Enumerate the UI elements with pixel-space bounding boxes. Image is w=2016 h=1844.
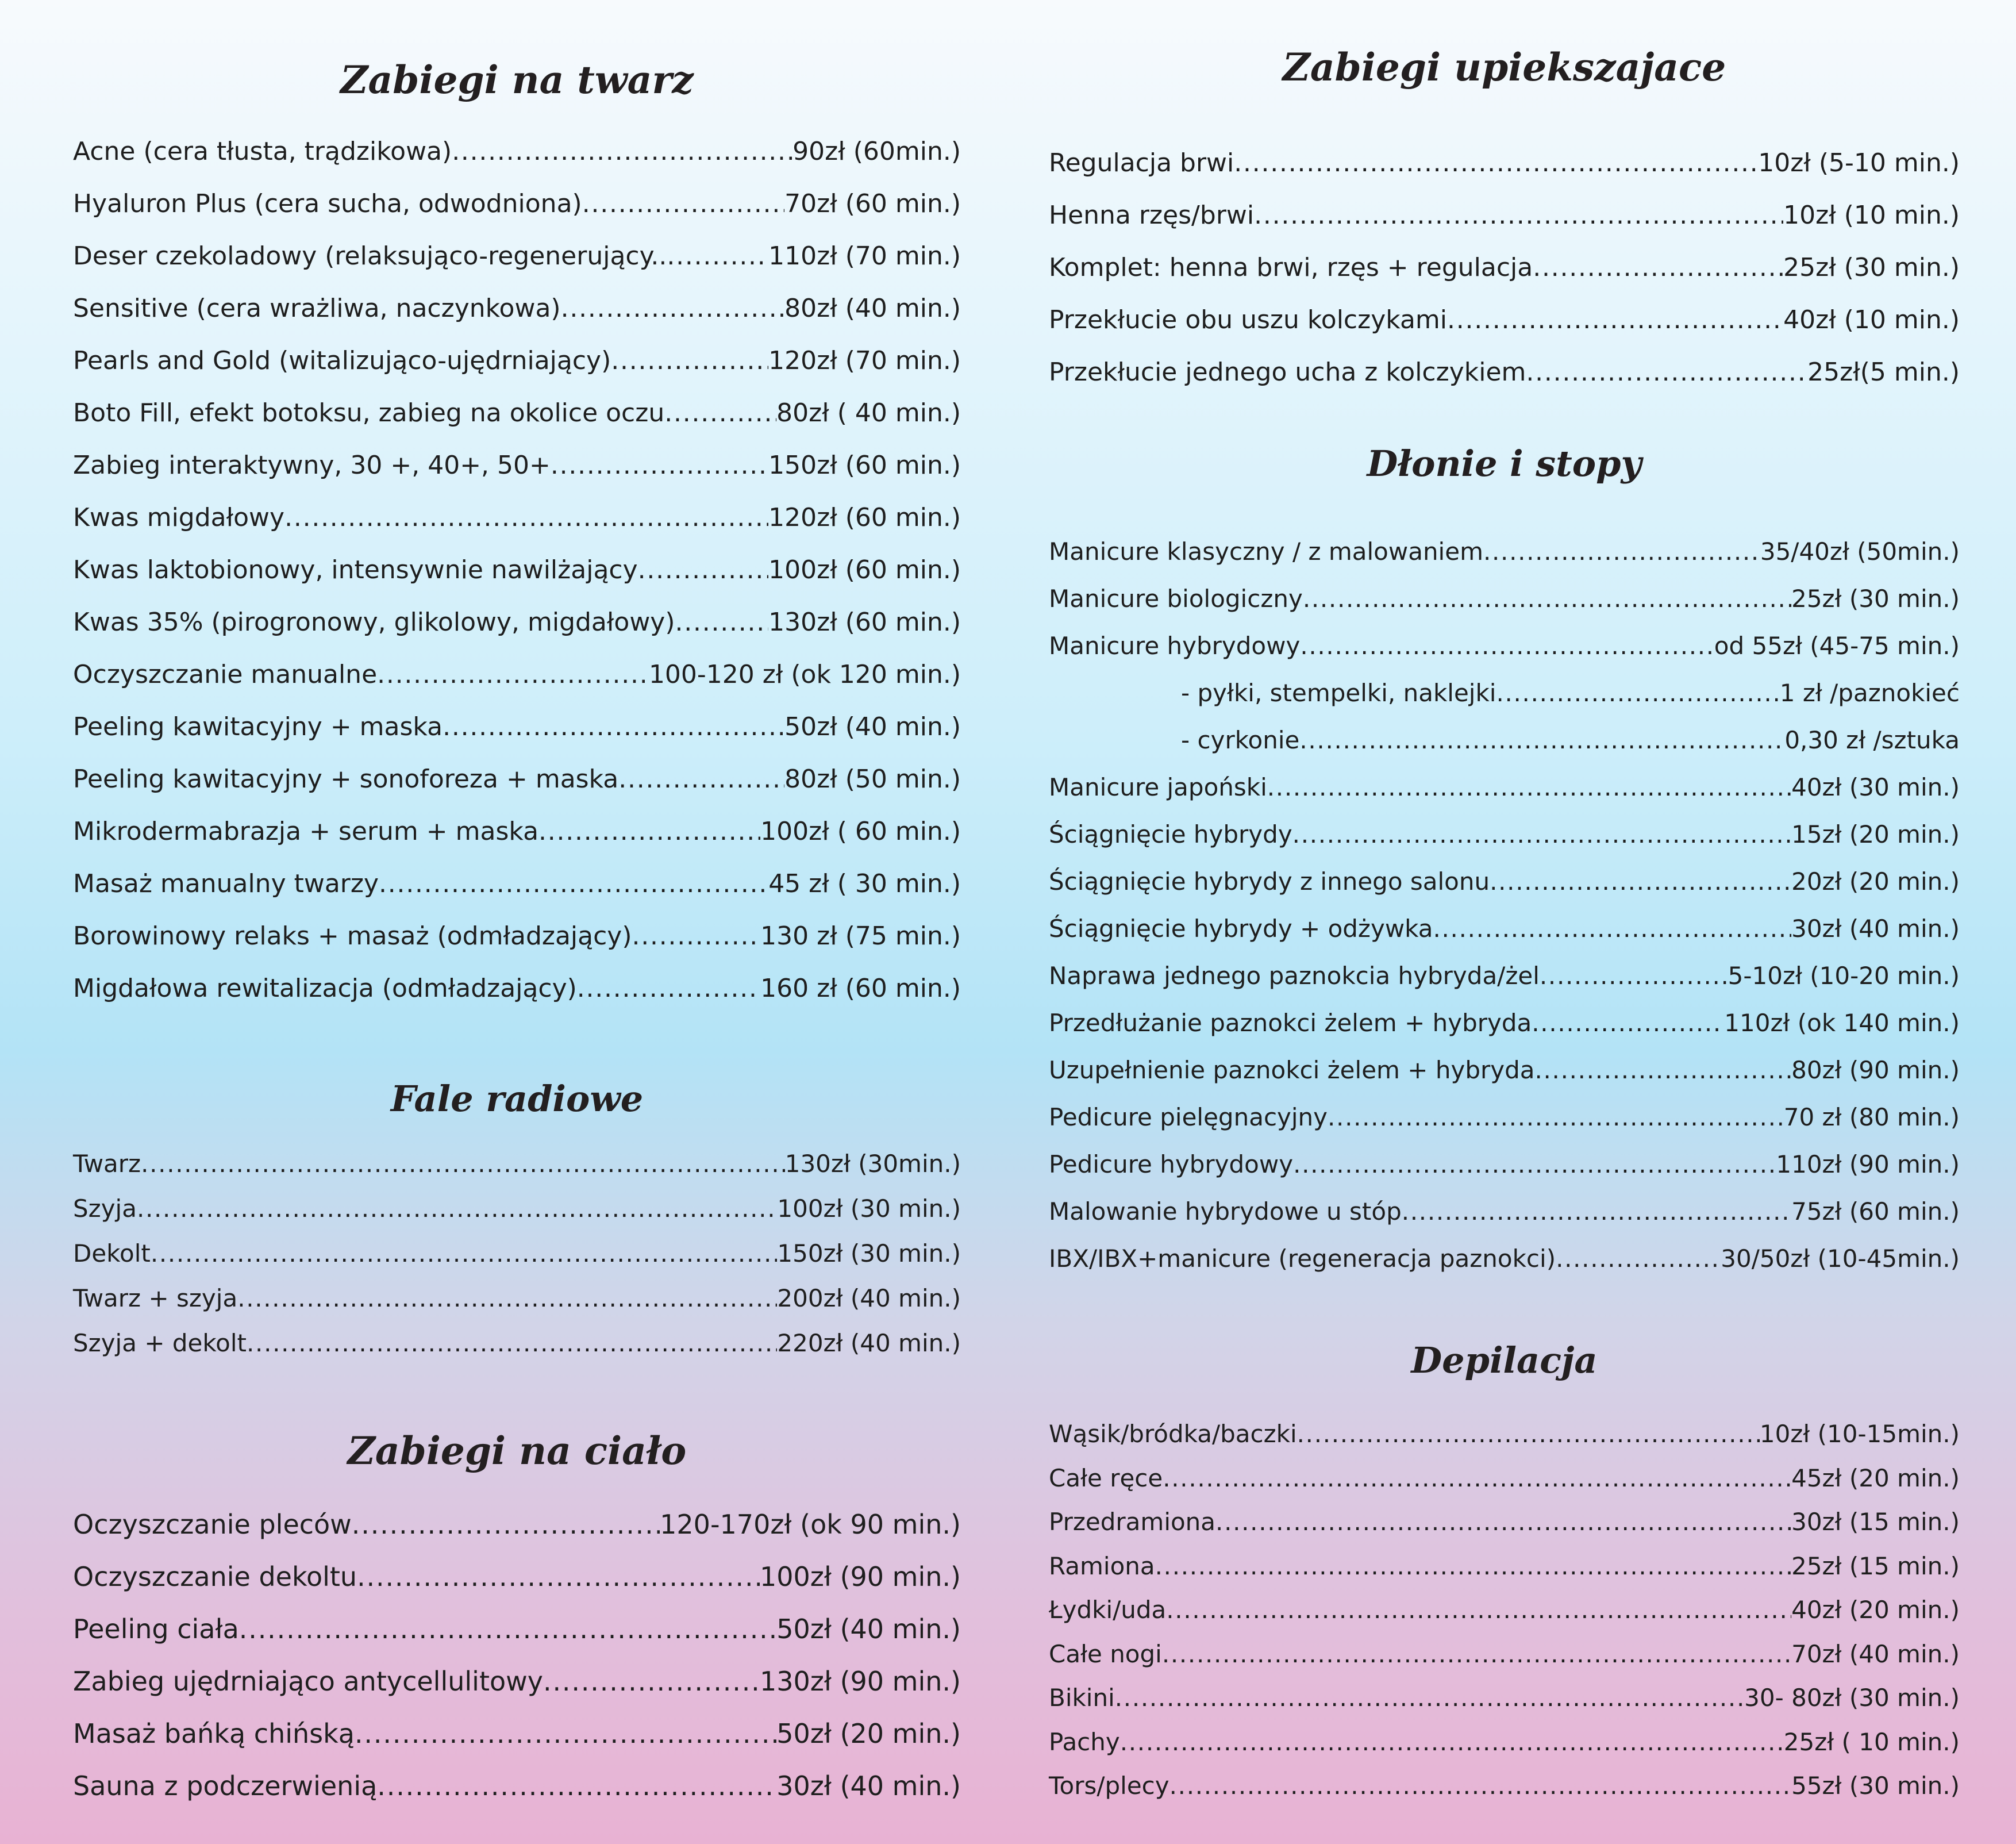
price-list-item bbox=[73, 1666, 961, 1697]
section-title: Dłonie i stopy bbox=[1367, 443, 1642, 485]
price-list-item bbox=[73, 1194, 961, 1223]
price-list-item bbox=[73, 451, 961, 480]
dot-leader bbox=[379, 869, 768, 898]
service-price: 40zł (20 min.) bbox=[1791, 1596, 1960, 1624]
dot-leader bbox=[1215, 1508, 1791, 1536]
dot-leader bbox=[1328, 1103, 1784, 1131]
dot-leader bbox=[377, 1770, 776, 1801]
service-name: Acne (cera tłusta, trądzikowa) bbox=[73, 137, 452, 166]
price-list-item bbox=[1049, 1103, 1960, 1131]
dot-leader bbox=[1267, 773, 1791, 801]
price-list-item bbox=[73, 1718, 961, 1749]
service-name: Naprawa jednego paznokcia hybryda/żel bbox=[1049, 962, 1540, 990]
service-name: Łydki/uda bbox=[1049, 1596, 1167, 1624]
service-name: Peeling kawitacyjny + maska bbox=[73, 712, 443, 742]
service-price: 130zł (60 min.) bbox=[768, 608, 961, 637]
price-list-item bbox=[1049, 1056, 1960, 1084]
service-name: Wąsik/bródka/baczki bbox=[1049, 1420, 1297, 1448]
dot-leader bbox=[137, 1194, 777, 1223]
service-price: 50zł (40 min.) bbox=[784, 712, 961, 742]
service-price: 1 zł /paznokieć bbox=[1779, 679, 1960, 707]
dot-leader bbox=[141, 1150, 785, 1178]
dot-leader bbox=[638, 555, 769, 585]
service-price: 10zł (10-15min.) bbox=[1759, 1420, 1960, 1448]
section-title: Fale radiowe bbox=[390, 1078, 644, 1120]
dot-leader bbox=[1162, 1640, 1791, 1668]
service-price: 130zł (90 min.) bbox=[759, 1666, 961, 1697]
dot-leader bbox=[664, 398, 776, 428]
service-name: Manicure biologiczny bbox=[1049, 585, 1303, 613]
service-price: 20zł (20 min.) bbox=[1791, 867, 1960, 896]
service-name: Przedramiona bbox=[1049, 1508, 1216, 1536]
price-list-item bbox=[73, 765, 961, 794]
price-list-item bbox=[73, 1150, 961, 1178]
dot-leader bbox=[543, 1666, 760, 1697]
service-name: Manicure klasyczny / z malowaniem bbox=[1049, 537, 1483, 566]
service-price: 80zł ( 40 min.) bbox=[776, 398, 961, 428]
service-price: 45zł (20 min.) bbox=[1791, 1463, 1960, 1492]
service-price: 160 zł (60 min.) bbox=[760, 974, 961, 1003]
service-price: 40zł (10 min.) bbox=[1783, 305, 1960, 335]
service-price: 100zł (90 min.) bbox=[759, 1561, 961, 1592]
dot-leader bbox=[1299, 726, 1784, 754]
service-name: Manicure hybrydowy bbox=[1049, 632, 1301, 660]
service-price: 25zł (30 min.) bbox=[1791, 585, 1960, 613]
service-price: 25zł(5 min.) bbox=[1807, 358, 1960, 387]
service-price: od 55zł (45-75 min.) bbox=[1714, 632, 1960, 660]
price-list-item bbox=[73, 555, 961, 585]
service-name: Uzupełnienie paznokci żelem + hybryda bbox=[1049, 1056, 1535, 1084]
service-price: 55zł (30 min.) bbox=[1791, 1772, 1960, 1800]
service-name: Ramiona bbox=[1049, 1551, 1155, 1580]
price-list-item bbox=[1049, 1552, 1960, 1580]
price-list-item bbox=[73, 503, 961, 532]
dot-leader bbox=[237, 1284, 777, 1312]
dot-leader bbox=[1533, 253, 1783, 282]
price-list-item bbox=[73, 1561, 961, 1592]
service-name: Henna rzęs/brwi bbox=[1049, 201, 1255, 230]
price-list-item bbox=[73, 241, 961, 271]
dot-leader bbox=[151, 1239, 778, 1267]
service-price: 25zł ( 10 min.) bbox=[1783, 1727, 1960, 1756]
price-list-item bbox=[73, 608, 961, 637]
service-price: 10zł (10 min.) bbox=[1783, 201, 1960, 230]
service-price: 15zł (20 min.) bbox=[1791, 820, 1960, 848]
service-price: 70zł (40 min.) bbox=[1791, 1639, 1960, 1668]
service-price: 90zł (60min.) bbox=[792, 137, 961, 166]
service-name: Przekłucie jednego ucha z kolczykiem bbox=[1049, 358, 1526, 387]
service-name: Kwas migdałowy bbox=[73, 503, 285, 532]
section-title: Zabiegi upiekszajace bbox=[1282, 45, 1726, 90]
service-name: Deser czekoladowy (relaksująco-regenerujący.. bbox=[73, 241, 667, 271]
service-name: Bikini bbox=[1049, 1684, 1115, 1712]
service-name: - pyłki, stempelki, naklejki bbox=[1181, 679, 1496, 707]
dot-leader bbox=[352, 1509, 660, 1540]
dot-leader bbox=[1166, 1596, 1791, 1624]
service-price: 100-120 zł (ok 120 min.) bbox=[648, 660, 961, 689]
price-list-item bbox=[73, 660, 961, 689]
price-list-item bbox=[1049, 820, 1960, 848]
price-list-item bbox=[1049, 585, 1960, 613]
dot-leader bbox=[1483, 537, 1760, 566]
dot-leader bbox=[1532, 1009, 1724, 1037]
service-name: Regulacja brwi bbox=[1049, 148, 1234, 178]
service-price: 150zł (30 min.) bbox=[777, 1239, 961, 1267]
price-list-item bbox=[73, 1239, 961, 1267]
price-list-item bbox=[1049, 1464, 1960, 1492]
dot-leader bbox=[1300, 632, 1714, 660]
service-name: Ściągnięcie hybrydy z innego salonu bbox=[1049, 867, 1490, 896]
service-price: 110zł (90 min.) bbox=[1776, 1150, 1960, 1178]
dot-leader bbox=[1120, 1728, 1784, 1756]
service-price: 70 zł (80 min.) bbox=[1783, 1103, 1960, 1131]
service-name: Pedicure pielęgnacyjny bbox=[1049, 1103, 1328, 1131]
price-list-item bbox=[1049, 867, 1960, 896]
service-price: 70zł (60 min.) bbox=[784, 189, 961, 218]
service-name: Malowanie hybrydowe u stóp bbox=[1049, 1197, 1402, 1226]
service-price: 0,30 zł /sztuka bbox=[1784, 726, 1960, 754]
service-name: Szyja + dekolt bbox=[73, 1329, 247, 1357]
service-name: Sauna z podczerwienią bbox=[73, 1770, 378, 1801]
price-list-item bbox=[73, 1614, 961, 1645]
section-title: Depilacja bbox=[1411, 1339, 1598, 1381]
service-name: Kwas laktobionowy, intensywnie nawilżający bbox=[73, 555, 638, 585]
price-list-item bbox=[1049, 773, 1960, 801]
price-list-item bbox=[73, 1770, 961, 1801]
price-list-item bbox=[1049, 1197, 1960, 1226]
service-name: Dekolt bbox=[73, 1239, 151, 1267]
dot-leader bbox=[284, 503, 768, 532]
dot-leader bbox=[1303, 585, 1791, 613]
service-name: Ściągnięcie hybrydy bbox=[1049, 820, 1292, 848]
service-price: 35/40zł (50min.) bbox=[1760, 537, 1960, 566]
dot-leader bbox=[1433, 915, 1792, 943]
dot-leader bbox=[355, 1718, 776, 1749]
service-price: 80zł (40 min.) bbox=[784, 294, 961, 323]
service-name: Borowinowy relaks + masaż (odmładzający) bbox=[73, 921, 632, 951]
service-name: Migdałowa rewitalizacja (odmładzający) bbox=[73, 974, 577, 1003]
service-price: 25zł (30 min.) bbox=[1783, 253, 1960, 282]
service-name: Twarz bbox=[73, 1150, 141, 1178]
service-name: Pachy bbox=[1049, 1727, 1120, 1756]
service-name: Peeling kawitacyjny + sonoforeza + maska bbox=[73, 765, 619, 794]
price-list-item bbox=[1049, 253, 1960, 282]
service-name: Przekłucie obu uszu kolczykami bbox=[1049, 305, 1447, 335]
service-price: 220zł (40 min.) bbox=[777, 1329, 961, 1357]
service-name: Komplet: henna brwi, rzęs + regulacja bbox=[1049, 253, 1533, 282]
dot-leader bbox=[577, 974, 760, 1003]
dot-leader bbox=[1292, 820, 1791, 848]
service-price: 10zł (5-10 min.) bbox=[1758, 148, 1960, 178]
service-price: 30- 80zł (30 min.) bbox=[1744, 1684, 1960, 1712]
price-list-item bbox=[73, 1509, 961, 1540]
dot-leader bbox=[1526, 358, 1807, 387]
price-list-item bbox=[1049, 305, 1960, 335]
price-list-item bbox=[73, 1329, 961, 1357]
service-price: 50zł (40 min.) bbox=[776, 1614, 961, 1645]
dot-leader bbox=[357, 1561, 760, 1592]
price-list-item bbox=[1049, 148, 1960, 178]
service-name: Tors/plecy bbox=[1049, 1772, 1169, 1800]
service-price: 120zł (70 min.) bbox=[768, 346, 961, 375]
service-name: Masaż bańką chińską bbox=[73, 1718, 355, 1749]
dot-leader bbox=[247, 1329, 777, 1357]
price-list-item bbox=[73, 189, 961, 218]
service-price: 100zł (30 min.) bbox=[777, 1194, 961, 1223]
service-name: Całe ręce bbox=[1049, 1463, 1163, 1492]
section-title: Zabiegi na twarz bbox=[340, 57, 694, 102]
dot-leader bbox=[1293, 1150, 1776, 1178]
service-name: Hyaluron Plus (cera sucha, odwodniona) bbox=[73, 189, 582, 218]
service-price: 75zł (60 min.) bbox=[1791, 1197, 1960, 1226]
dot-leader bbox=[667, 241, 768, 271]
price-list-item bbox=[1049, 1244, 1960, 1273]
service-price: 80zł (50 min.) bbox=[784, 765, 961, 794]
service-name: Zabieg ujędrniająco antycellulitowy bbox=[73, 1666, 543, 1697]
price-list-item bbox=[73, 712, 961, 742]
service-price: 45 zł ( 30 min.) bbox=[768, 869, 961, 898]
price-list-item bbox=[73, 921, 961, 951]
service-name: Oczyszczanie dekoltu bbox=[73, 1561, 357, 1592]
service-name: Ściągnięcie hybrydy + odżywka bbox=[1049, 915, 1433, 943]
dot-leader bbox=[582, 189, 784, 218]
service-price: 130zł (30min.) bbox=[784, 1150, 961, 1178]
dot-leader bbox=[1169, 1772, 1791, 1800]
dot-leader bbox=[1490, 867, 1791, 896]
service-name: Oczyszczanie pleców bbox=[73, 1509, 352, 1540]
service-price: 30zł (40 min.) bbox=[1791, 915, 1960, 943]
service-price: 100zł (60 min.) bbox=[768, 555, 961, 585]
service-price: 130 zł (75 min.) bbox=[760, 921, 961, 951]
service-name: Boto Fill, efekt botoksu, zabieg na okolice oczu bbox=[73, 398, 665, 428]
price-list-item bbox=[1049, 1684, 1960, 1712]
price-list-item bbox=[73, 869, 961, 898]
service-name: Kwas 35% (pirogronowy, glikolowy, migdałowy) bbox=[73, 608, 675, 637]
service-name: Twarz + szyja bbox=[73, 1284, 238, 1312]
price-list-item bbox=[73, 817, 961, 846]
service-name: Manicure japoński bbox=[1049, 773, 1267, 801]
service-price: 5-10zł (10-20 min.) bbox=[1728, 962, 1960, 990]
dot-leader bbox=[239, 1614, 776, 1645]
price-list-item bbox=[73, 1284, 961, 1312]
service-name: Oczyszczanie manualne bbox=[73, 660, 378, 689]
dot-leader bbox=[443, 712, 784, 742]
dot-leader bbox=[611, 346, 768, 375]
dot-leader bbox=[632, 921, 761, 951]
price-list-item bbox=[73, 346, 961, 375]
service-price: 110zł (ok 140 min.) bbox=[1724, 1009, 1960, 1037]
service-name: IBX/IBX+manicure (regeneracja paznokci) bbox=[1049, 1244, 1556, 1273]
dot-leader bbox=[675, 608, 769, 637]
service-price: 30/50zł (10-45min.) bbox=[1721, 1244, 1960, 1273]
dot-leader bbox=[1234, 148, 1758, 178]
dot-leader bbox=[1556, 1244, 1721, 1273]
price-list-item bbox=[73, 294, 961, 323]
service-price: 120zł (60 min.) bbox=[768, 503, 961, 532]
price-list-item bbox=[1049, 1150, 1960, 1178]
service-price: 120-170zł (ok 90 min.) bbox=[660, 1509, 961, 1540]
dot-leader bbox=[1115, 1684, 1744, 1712]
price-list-item bbox=[1049, 537, 1960, 566]
price-list-item bbox=[1049, 962, 1960, 990]
service-name: Peeling ciała bbox=[73, 1614, 239, 1645]
service-price: 40zł (30 min.) bbox=[1791, 773, 1960, 801]
service-name: Zabieg interaktywny, 30 +, 40+, 50+ bbox=[73, 451, 551, 480]
dot-leader bbox=[538, 817, 760, 846]
service-price: 200zł (40 min.) bbox=[777, 1284, 961, 1312]
dot-leader bbox=[1155, 1552, 1791, 1580]
price-list-item bbox=[1049, 915, 1960, 943]
price-list-item bbox=[1049, 1420, 1960, 1448]
dot-leader bbox=[1540, 962, 1728, 990]
price-list-item bbox=[1049, 1596, 1960, 1624]
price-list-item bbox=[1049, 1009, 1960, 1037]
dot-leader bbox=[1163, 1464, 1791, 1492]
service-name: Masaż manualny twarzy bbox=[73, 869, 379, 898]
section-title: Zabiegi na ciało bbox=[347, 1428, 687, 1473]
dot-leader bbox=[1496, 679, 1779, 707]
dot-leader bbox=[561, 294, 785, 323]
dot-leader bbox=[1402, 1197, 1791, 1226]
price-list-subitem bbox=[1049, 726, 1960, 754]
dot-leader bbox=[1447, 305, 1783, 335]
dot-leader bbox=[377, 660, 649, 689]
service-name: Całe nogi bbox=[1049, 1639, 1162, 1668]
service-price: 80zł (90 min.) bbox=[1791, 1056, 1960, 1084]
service-price: 150zł (60 min.) bbox=[768, 451, 961, 480]
price-list-item bbox=[1049, 1640, 1960, 1668]
service-price: 30zł (40 min.) bbox=[776, 1770, 961, 1801]
service-name: Szyja bbox=[73, 1194, 137, 1223]
dot-leader bbox=[452, 137, 792, 166]
price-list-item bbox=[73, 974, 961, 1003]
dot-leader bbox=[551, 451, 768, 480]
service-name: Sensitive (cera wrażliwa, naczynkowa) bbox=[73, 294, 561, 323]
price-list-item bbox=[1049, 1728, 1960, 1756]
dot-leader bbox=[1297, 1420, 1760, 1448]
price-list-item bbox=[1049, 358, 1960, 387]
price-list-item bbox=[73, 137, 961, 166]
service-name: Przedłużanie paznokci żelem + hybryda bbox=[1049, 1009, 1532, 1037]
service-price: 100zł ( 60 min.) bbox=[760, 817, 961, 846]
service-name: - cyrkonie bbox=[1181, 726, 1300, 754]
service-name: Mikrodermabrazja + serum + maska bbox=[73, 817, 539, 846]
price-list-subitem bbox=[1049, 679, 1960, 707]
price-list-item bbox=[1049, 201, 1960, 230]
service-price: 50zł (20 min.) bbox=[776, 1718, 961, 1749]
price-list-item bbox=[1049, 1508, 1960, 1536]
service-price: 25zł (15 min.) bbox=[1791, 1551, 1960, 1580]
dot-leader bbox=[1535, 1056, 1792, 1084]
price-list-item bbox=[1049, 1772, 1960, 1800]
price-list-item bbox=[1049, 632, 1960, 660]
service-price: 110zł (70 min.) bbox=[768, 241, 961, 271]
service-name: Pearls and Gold (witalizująco-ujędrniający) bbox=[73, 346, 611, 375]
dot-leader bbox=[618, 765, 784, 794]
dot-leader bbox=[1254, 201, 1783, 230]
service-price: 30zł (15 min.) bbox=[1791, 1508, 1960, 1536]
price-list-item bbox=[73, 398, 961, 428]
service-name: Pedicure hybrydowy bbox=[1049, 1150, 1294, 1178]
